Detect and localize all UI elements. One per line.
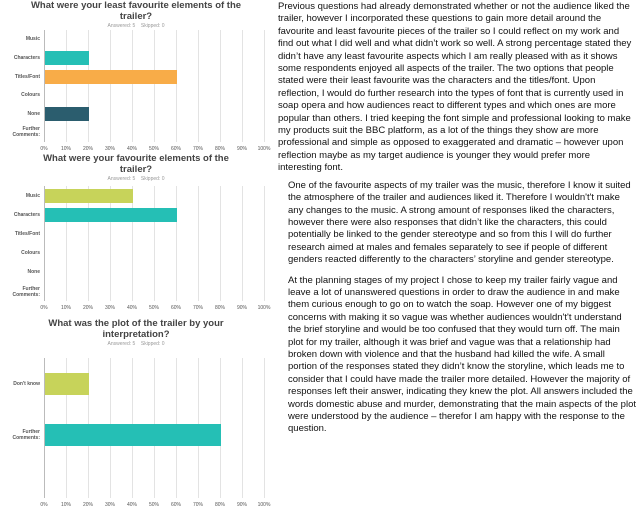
x-tick-label: 50% [148, 146, 160, 152]
gridline [154, 186, 155, 301]
x-tick-label: 100% [257, 305, 271, 311]
x-tick-label: 70% [192, 146, 204, 152]
gridline [264, 358, 265, 498]
chart-title: What was the plot of the trailer by your interpretation? [48, 318, 224, 340]
bar [45, 208, 177, 222]
x-tick-label: 100% [257, 146, 271, 152]
chart-plot [12, 30, 272, 152]
chart-favourite [0, 153, 272, 313]
x-tick-label: 10% [60, 146, 72, 152]
chart-subtitle [0, 176, 272, 182]
x-tick-label: 70% [192, 502, 204, 508]
gridline [44, 30, 45, 142]
x-tick-label: 40% [126, 146, 138, 152]
commentary [278, 0, 636, 436]
category-label: Characters [13, 211, 40, 218]
x-tick-label: 90% [236, 305, 248, 311]
skipped-count: Skipped: 0 [140, 23, 165, 29]
bar [45, 51, 89, 65]
x-tick-label: 90% [236, 146, 248, 152]
chart-subtitle [0, 341, 272, 347]
category-label: Titles/Font [14, 231, 40, 237]
category-label: Music [25, 36, 40, 43]
paragraph-favourite: One of the favourite aspects of my trailer was the music, therefore I know it suited the atmosphere of the trailer and audiences liked it. Therefore I wouldn't't make any changes to the music. A strong amount of responses liked the characters, however there were also responses that didn’t like the characters, this could potentially be linked to the gender stereotype and so from this I will do further research aimed at males and females separately to see if people of different genders reacted differently to the characters’ storyline and gender stereotype. [288, 179, 631, 266]
chart-plot-interpretation [0, 318, 272, 508]
bar [45, 373, 89, 395]
chart-subtitle [0, 23, 272, 29]
x-tick-label: 60% [170, 502, 182, 508]
gridline [220, 30, 221, 142]
gridline [66, 186, 67, 301]
x-tick-label: 100% [257, 502, 271, 508]
x-tick-label: 80% [214, 305, 226, 311]
x-tick-label: 50% [148, 502, 160, 508]
gridline [198, 30, 199, 142]
gridline [66, 30, 67, 142]
skipped-count: Skipped: 0 [140, 341, 165, 347]
category-label: Characters [13, 54, 40, 61]
gridline [176, 30, 177, 142]
gridline [44, 186, 45, 301]
x-tick-label: 80% [214, 502, 226, 508]
category-label: None [27, 269, 40, 276]
x-tick-label: 20% [82, 502, 94, 508]
category-label: None [27, 110, 40, 117]
category-label: Don't know [13, 380, 40, 387]
gridline [110, 30, 111, 142]
category-label: Colours [21, 250, 40, 257]
gridline [132, 186, 133, 301]
x-tick-label: 50% [148, 305, 160, 311]
answered-count: Answered: 5 [107, 341, 136, 347]
gridline [176, 186, 177, 301]
x-tick-label: 40% [126, 502, 138, 508]
x-tick-label: 30% [104, 502, 116, 508]
category-label: Titles/Font [14, 73, 40, 80]
chart-least-favourite [0, 0, 272, 152]
gridline [264, 186, 265, 301]
skipped-count: Skipped: 0 [140, 176, 165, 182]
x-tick-label: 60% [170, 305, 182, 311]
x-tick-label: 20% [82, 146, 94, 152]
gridline [88, 30, 89, 142]
paragraph-least-favourite: Previous questions had already demonstrated whether or not the audience liked the trailer, however I incorporated these questions to gain more detail around the favourite and least favourite pieces of the trailer so I could reflect on my work and find out what I did well and what didn’t work so well. A strong percentage stated they didn’t have any least favourite aspects which I am really pleased with as it shows some respondents enjoyed all aspects of the trailer. The two options that people stated were their least favourite was the characters and the titles/font. Upon reflection, I would do further research into the types of font that is currently used in soap opera and how audiences react to different types and which ones are more popular than others. I tried keeping the font simple and professional looking to make my products suit the BBC platform, as a lot of the things they show are more professional and simple as opposed to exaggerated and dramatic – however upon reflection maybe as my target audience is younger they would prefer more interesting font. [278, 1, 632, 174]
x-tick-label: 60% [170, 146, 182, 152]
gridline [154, 30, 155, 142]
chart-title: What were your favourite elements of the trailer? [43, 153, 229, 175]
gridline [242, 358, 243, 498]
gridline [132, 30, 133, 142]
x-tick-label: 20% [82, 305, 94, 311]
gridline [198, 186, 199, 301]
bar [45, 107, 89, 121]
category-label: Further Comments: [12, 428, 40, 441]
gridline [220, 186, 221, 301]
x-tick-label: 0% [40, 146, 48, 152]
x-tick-label: 80% [214, 146, 226, 152]
gridline [88, 186, 89, 301]
gridline [242, 30, 243, 142]
x-tick-label: 30% [104, 305, 116, 311]
x-tick-label: 0% [40, 305, 48, 311]
answered-count: Answered: 5 [107, 176, 136, 182]
x-tick-label: 30% [104, 146, 116, 152]
chart-plot [12, 358, 272, 508]
paragraph-plot: At the planning stages of my project I chose to keep my trailer fairly vague and leave a lot of unanswered questions in order to draw the audience in and make them curious enough to go on to watch the soap. However one of my biggest concerns with making it so vague was whether audiences wouldn't't understand the brief storyline and would be too confused that they would turn off. The main plot for my trailer, although it was brief and vague was that a relationship had broken down with violence and that the husband had killed the wife. A small portion of the responses stated they didn’t know the storyline, which leads me to consider that I could have made the trailer more detailed. However the majority of responses left their answer, indicating they knew the plot. All answers included the words domestic abuse and murder, demonstrating that the main aspects of the plot were understood by the audience – therefor I am happy with the response to the question. [288, 274, 636, 435]
chart-title: What were your least favourite elements of the trailer? [30, 0, 242, 22]
category-label: Music [25, 192, 40, 199]
x-tick-label: 90% [236, 502, 248, 508]
gridline [264, 30, 265, 142]
x-tick-label: 40% [126, 305, 138, 311]
chart-plot [12, 186, 272, 311]
category-label: Further Comments: [12, 126, 40, 139]
x-tick-label: 10% [60, 502, 72, 508]
bar [45, 70, 177, 84]
bar [45, 424, 221, 446]
category-label: Colours [21, 92, 40, 99]
gridline [242, 186, 243, 301]
category-label: Further Comments: [12, 285, 40, 298]
answered-count: Answered: 5 [107, 23, 136, 29]
x-tick-label: 0% [40, 502, 48, 508]
gridline [110, 186, 111, 301]
bar [45, 189, 133, 203]
x-tick-label: 10% [60, 305, 72, 311]
x-tick-label: 70% [192, 305, 204, 311]
